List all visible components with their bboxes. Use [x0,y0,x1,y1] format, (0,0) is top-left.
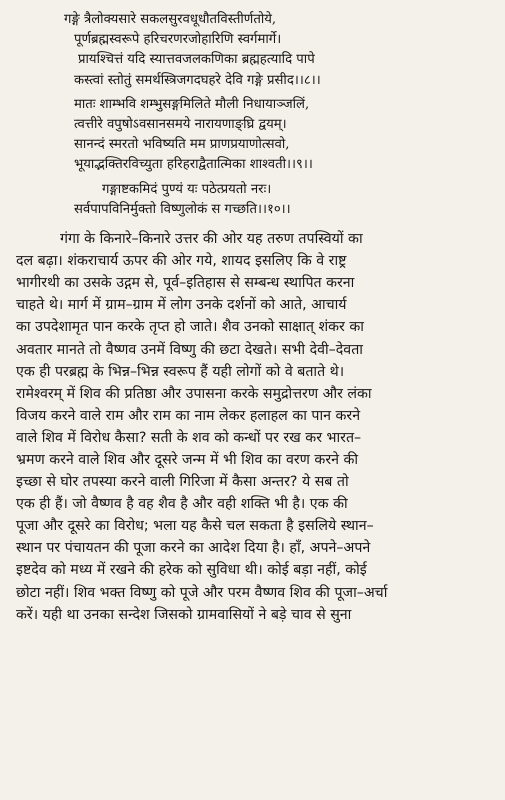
paragraph-line: करें। यही था उनका सन्देश जिसको ग्रामवासियों ने बड़े चाव से सुना [16,606,352,623]
verse-line: सानन्दं स्मरतो भविष्यति मम प्राणप्रयाणोत्सवो, [74,137,290,153]
verse-line: कस्त्वां स्तोतुं समर्थस्त्रिजगदघहरे देवि गङ्गे प्रसीद।।८।। [74,72,321,88]
verse-line: पूर्णब्रह्मस्वरूपे हरिचरणरजोहारिणि स्वर्गमार्गे। [74,32,282,48]
paragraph-line: इष्टदेव को मध्य में रखने की हरेक को सुविधा थी। कोई बड़ा नहीं, कोई [16,562,367,579]
hindi-paragraph [16,228,489,626]
paragraph-line: विजय करने वाले राम और राम का नाम लेकर हलाहल का पान करने [16,407,361,424]
paragraph-line: अवतार मानते तो वैष्णव उनमें विष्णु की छटा देखते। सभी देवी–देवता [16,341,363,358]
verse-line: त्वत्तीरे वपुषोऽवसानसमये नारायणाङ्घ्रि द्वयम्। [74,117,287,133]
paragraph-line: दल बढ़ा। शंकराचार्य ऊपर की ओर गये, शायद इसलिए कि वे राष्ट्र [16,253,347,270]
paragraph-line: पूजा और दूसरे का विरोध; भला यह कैसे चल सकता है इसलिये स्थान– [16,518,374,535]
paragraph-line: स्थान पर पंचायतन की पूजा करने का आदेश दिया है। हाँ, अपने–अपने [16,540,371,557]
verse-line: प्रायश्चित्तं यदि स्यात्तवजलकणिका ब्रह्महत्यादि पापे [78,52,315,68]
paragraph-line: वाले शिव में विरोध कैसा? सती के शव को कन्धों पर रख कर भारत– [16,429,362,446]
paragraph-line: भ्रमण करने वाले शिव और दूसरे जन्म में भी शिव का वरण करने की [16,451,359,468]
verse-line: मातः शाम्भवि शम्भुसङ्गमिलिते मौली निधायाञ्जलिं, [74,96,310,112]
paragraph-line: छोटा नहीं। शिव भक्त विष्णु को पूजे और परम वैष्णव शिव की पूजा–अर्चा [16,584,388,601]
verse-line: गङ्गे त्रैलोक्यसारे सकलसुरवधूधौतविस्तीर्णतोये, [64,12,277,27]
paragraph-line: चाहते थे। मार्ग में ग्राम–ग्राम में लोग उनके दर्शनों को आते, आचार्य [16,297,347,314]
paragraph-line: भागीरथी का उसके उद्गम से, पूर्व–इतिहास से सम्बन्ध स्थापित करना [16,275,355,292]
sanskrit-verses [16,10,489,220]
verse-line: गङ्गाष्टकमिदं पुण्यं यः पठेत्प्रयतो नरः। [102,181,272,197]
paragraph-line: एक ही परब्रह्म के भिन्न–भिन्न स्वरूप हैं यही लोगों को वे बताते थे। [16,363,345,380]
verse-line: भूयाद्भक्तिरविच्युता हरिहराद्वैतात्मिका शाश्वती।।९।। [74,157,313,173]
paragraph-line: रामेश्वरम् में शिव की प्रतिष्ठा और उपासना करके समुद्रोत्तरण और लंका [16,385,372,402]
paragraph-line: इच्छा से घोर तपस्या करने वाली गिरिजा में कैसा अन्तर? ये सब तो [16,474,349,491]
verse-line: सर्वपापविनिर्मुक्तो विष्णुलोकं स गच्छति।।१०।। [74,201,291,217]
paragraph-line: का उपदेशामृत पान करके तृप्त हो जाते। शैव उनको साक्षात् शंकर का [16,319,364,336]
paragraph-line: गंगा के किनारे–किनारे उत्तर की ओर यह तरुण तपस्वियों का [60,231,363,248]
paragraph-line: एक ही हैं। जो वैष्णव है वह शैव है और वही शक्ति भी है। एक की [16,496,348,513]
